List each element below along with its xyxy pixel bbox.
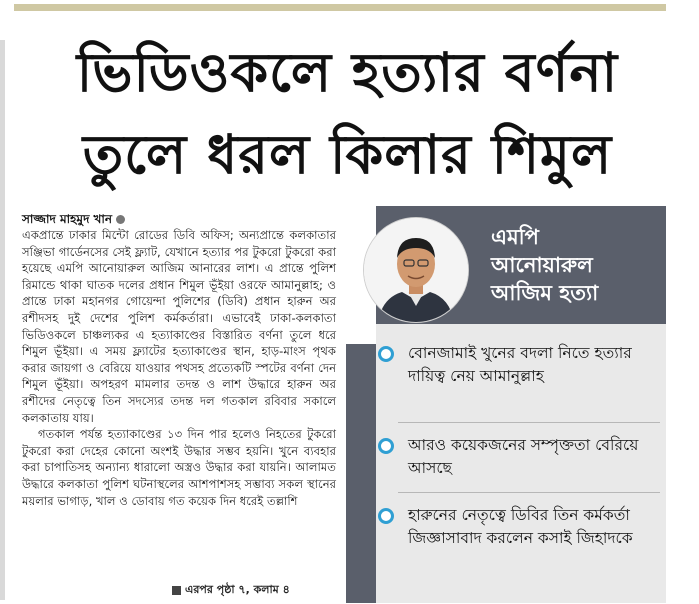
headline-line-1: ভিডিওকলে হত্যার বর্ণনা [76, 41, 619, 104]
article-paragraph-2: গতকাল পর্যন্ত হত্যাকাণ্ডের ১৩ দিন পার হলেও নিহতের টুকরো টুকরো করা দেহের কোনো অংশই উদ্ধার সম্ভব হয়নি। খুনে ব্যবহার করা চাপাতিসহ অন্যান্য ধারালো অস্ত্রও উদ্ধার করা যায়নি। আলামত উদ্ধারে কলকাতা পুলিশ ঘটনাস্থলের আশপাশসহ সম্ভাব্য সকল স্থানের ময়লার ভাগাড়, খাল ও ডোবায় গত কয়েক দিন ধরেই তল্লাশি [22, 427, 336, 508]
continued-note [172, 581, 290, 600]
headline-line-2: তুলে ধরল কিলার শিমুল [82, 123, 613, 186]
sidebar-list [376, 324, 666, 603]
circle-bullet-icon [378, 438, 394, 454]
sidebar-item-text: হারুনের নেতৃত্বে ডিবির তিন কর্মকর্তা জিজ্ঞাসাবাদ করলেন কসাই জিহাদকে [408, 506, 633, 547]
circle-bullet-icon [378, 508, 394, 524]
sidebar-item-text: বোনজামাই খুনের বদলা নিতে হত্যার দায়িত্ব নেয় আমানুল্লাহ [408, 344, 632, 385]
portrait-photo [364, 218, 468, 322]
headline [20, 32, 675, 196]
sidebar-divider [398, 492, 660, 493]
top-rule [14, 4, 666, 11]
continued-text: এরপর পৃষ্ঠা ৭, কলাম ৪ [185, 583, 290, 596]
article-paragraph-1: একপ্রান্তে ঢাকার মিন্টো রোডের ডিবি অফিস; অন্যপ্রান্তে কলকাতার সঞ্জিভা গার্ডেনসের সেই ফ্ল্যাট, যেখানে হত্যার পর টুকরো টুকরো করা হয়েছে এমপি আনোয়ারুল আজিম আনারের লাশ। এ প্রান্তে পুলিশ রিমান্ডে থাকা ঘাতক দলের প্রধান শিমুল ভূঁইয়া ওরফে আমানুল্লাহ; ও প্রান্তে ঢাকা মহানগর গোয়েন্দা পুলিশের (ডিবি) প্রধান হারুন অর রশীদসহ দুই দেশের পুলিশ কর্মকর্তারা। এভাবেই ঢাকা-কলকাতা ভিডিওকলে চাঞ্চল্যকর এ হত্যাকাণ্ডের বিস্তারিত বর্ণনা তুলে ধরে শিমুল ভূঁইয়া। এ সময় ফ্ল্যাটের হত্যাকাণ্ডের স্থান, হাড়-মাংস পৃথক করার জায়গা ও বেরিয়ে যাওয়ার পথসহ প্রত্যেকটি স্পটের বর্ণনা দেন শিমুল ভূঁইয়া। অপহরণ মামলার তদন্ত ও লাশ উদ্ধারে হারুন অর রশীদের নেতৃত্বে তিন সদস্যের তদন্ত দল গতকাল রবিবার সকালে কলকাতায় যায়। [22, 228, 336, 425]
sidebar-box [346, 206, 666, 603]
sidebar-item-text: আরও কয়েকজনের সম্পৃক্ততা বেরিয়ে আসছে [408, 436, 639, 477]
page-edge [0, 40, 5, 600]
article-body [22, 227, 336, 509]
sidebar-left-strip [346, 344, 376, 603]
sidebar-divider [398, 422, 660, 423]
author-name: সাজ্জাদ মাহমুদ খান [22, 212, 113, 226]
sidebar-item-2 [408, 434, 666, 480]
sidebar-item-1 [408, 342, 666, 388]
square-icon [172, 586, 181, 595]
sidebar-item-3 [408, 504, 666, 550]
sidebar-title: এমপি আনোয়ারুল আজিম হত্যা [491, 225, 599, 305]
byline-dot-icon [116, 215, 125, 224]
circle-bullet-icon [378, 346, 394, 362]
